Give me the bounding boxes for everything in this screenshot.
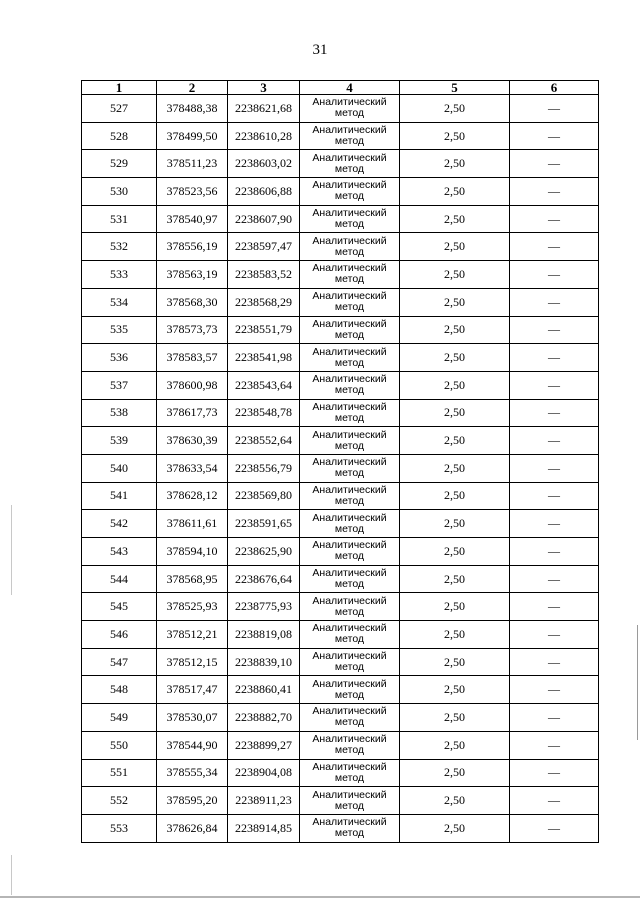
x-coordinate-cell: 378512,15 (157, 648, 228, 676)
method-line-2: метод (334, 273, 365, 286)
y-coordinate-cell: 2238610,28 (228, 122, 300, 150)
point-number-cell: 542 (82, 510, 157, 538)
method-cell (300, 454, 400, 482)
method-cell (300, 178, 400, 206)
y-coordinate-cell: 2238569,80 (228, 482, 300, 510)
method-cell (300, 399, 400, 427)
table-row (82, 454, 599, 482)
point-number-cell: 548 (82, 676, 157, 704)
table-row (82, 482, 599, 510)
method-line-2: метод (334, 827, 365, 840)
method-line-2: метод (334, 633, 365, 646)
note-cell (510, 787, 599, 815)
table-row (82, 593, 599, 621)
method-line-1: Аналитический (312, 511, 387, 524)
y-coordinate-cell: 2238911,23 (228, 787, 300, 815)
dash-mark: — (548, 156, 560, 171)
method-line-2: метод (334, 162, 365, 175)
header-row (82, 81, 599, 95)
method-line-1: Аналитический (312, 816, 387, 829)
dash-mark: — (548, 793, 560, 808)
method-line-1: Аналитический (312, 400, 387, 413)
table-row (82, 648, 599, 676)
y-coordinate-cell: 2238882,70 (228, 704, 300, 732)
method-line-2: метод (334, 245, 365, 258)
scan-right-edge-line (637, 625, 638, 740)
note-cell (510, 122, 599, 150)
point-number-cell: 543 (82, 538, 157, 566)
note-cell (510, 648, 599, 676)
dash-mark: — (548, 405, 560, 420)
precision-cell: 2,50 (400, 593, 510, 621)
x-coordinate-cell: 378511,23 (157, 150, 228, 178)
method-line-1: Аналитический (312, 705, 387, 718)
precision-cell: 2,50 (400, 95, 510, 123)
note-cell (510, 205, 599, 233)
precision-cell: 2,50 (400, 205, 510, 233)
note-cell (510, 482, 599, 510)
method-cell (300, 648, 400, 676)
x-coordinate-cell: 378630,39 (157, 427, 228, 455)
method-line-1: Аналитический (312, 373, 387, 386)
x-coordinate-cell: 378583,57 (157, 344, 228, 372)
table-row (82, 233, 599, 261)
table-row (82, 731, 599, 759)
note-cell (510, 233, 599, 261)
method-cell (300, 704, 400, 732)
precision-cell: 2,50 (400, 122, 510, 150)
precision-cell: 2,50 (400, 233, 510, 261)
y-coordinate-cell: 2238548,78 (228, 399, 300, 427)
point-number-cell: 547 (82, 648, 157, 676)
note-cell (510, 427, 599, 455)
point-number-cell: 528 (82, 122, 157, 150)
method-line-1: Аналитический (312, 760, 387, 773)
x-coordinate-cell: 378556,19 (157, 233, 228, 261)
method-line-2: метод (334, 744, 365, 757)
x-coordinate-cell: 378628,12 (157, 482, 228, 510)
x-coordinate-cell: 378568,30 (157, 288, 228, 316)
x-coordinate-cell: 378563,19 (157, 261, 228, 289)
y-coordinate-cell: 2238621,68 (228, 95, 300, 123)
scan-left-edge-line (11, 855, 12, 895)
precision-cell: 2,50 (400, 676, 510, 704)
precision-cell: 2,50 (400, 261, 510, 289)
precision-cell: 2,50 (400, 316, 510, 344)
note-cell (510, 344, 599, 372)
table-row (82, 565, 599, 593)
note-cell (510, 316, 599, 344)
dash-mark: — (548, 571, 560, 586)
method-line-2: метод (334, 716, 365, 729)
method-line-2: метод (334, 494, 365, 507)
point-number-cell: 544 (82, 565, 157, 593)
method-line-2: метод (334, 190, 365, 203)
method-cell (300, 814, 400, 842)
note-cell (510, 759, 599, 787)
dash-mark: — (548, 709, 560, 724)
dash-mark: — (548, 626, 560, 641)
dash-mark: — (548, 820, 560, 835)
point-number-cell: 536 (82, 344, 157, 372)
dash-mark: — (548, 682, 560, 697)
method-line-1: Аналитический (312, 428, 387, 441)
x-coordinate-cell: 378540,97 (157, 205, 228, 233)
method-cell (300, 371, 400, 399)
method-cell (300, 150, 400, 178)
y-coordinate-cell: 2238591,65 (228, 510, 300, 538)
precision-cell: 2,50 (400, 787, 510, 815)
note-cell (510, 95, 599, 123)
note-cell (510, 538, 599, 566)
x-coordinate-cell: 378517,47 (157, 676, 228, 704)
x-coordinate-cell: 378544,90 (157, 731, 228, 759)
precision-cell: 2,50 (400, 538, 510, 566)
note-cell (510, 565, 599, 593)
point-number-cell: 539 (82, 427, 157, 455)
point-number-cell: 546 (82, 621, 157, 649)
table-row (82, 95, 599, 123)
y-coordinate-cell: 2238568,29 (228, 288, 300, 316)
table-body (82, 95, 599, 843)
table-row (82, 787, 599, 815)
point-number-cell: 530 (82, 178, 157, 206)
y-coordinate-cell: 2238839,10 (228, 648, 300, 676)
method-cell (300, 676, 400, 704)
y-coordinate-cell: 2238676,64 (228, 565, 300, 593)
dash-mark: — (548, 211, 560, 226)
method-line-1: Аналитический (312, 345, 387, 358)
y-coordinate-cell: 2238860,41 (228, 676, 300, 704)
page-number: 31 (312, 42, 328, 58)
method-line-1: Аналитический (312, 317, 387, 330)
method-cell (300, 316, 400, 344)
table-row (82, 150, 599, 178)
method-line-2: метод (334, 135, 365, 148)
precision-cell: 2,50 (400, 150, 510, 178)
method-line-1: Аналитический (312, 539, 387, 552)
method-line-2: метод (334, 550, 365, 563)
method-cell (300, 122, 400, 150)
method-line-2: метод (334, 771, 365, 784)
note-cell (510, 621, 599, 649)
precision-cell: 2,50 (400, 288, 510, 316)
dash-mark: — (548, 765, 560, 780)
y-coordinate-cell: 2238904,08 (228, 759, 300, 787)
method-line-1: Аналитический (312, 622, 387, 635)
y-coordinate-cell: 2238625,90 (228, 538, 300, 566)
table-row (82, 122, 599, 150)
dash-mark: — (548, 377, 560, 392)
method-line-1: Аналитический (312, 788, 387, 801)
precision-cell: 2,50 (400, 454, 510, 482)
method-cell (300, 538, 400, 566)
table-row (82, 704, 599, 732)
method-line-1: Аналитический (312, 262, 387, 275)
y-coordinate-cell: 2238603,02 (228, 150, 300, 178)
method-line-1: Аналитический (312, 290, 387, 303)
x-coordinate-cell: 378512,21 (157, 621, 228, 649)
point-number-cell: 540 (82, 454, 157, 482)
y-coordinate-cell: 2238551,79 (228, 316, 300, 344)
dash-mark: — (548, 183, 560, 198)
point-number-cell: 538 (82, 399, 157, 427)
x-coordinate-cell: 378568,95 (157, 565, 228, 593)
note-cell (510, 288, 599, 316)
table-row (82, 538, 599, 566)
dash-mark: — (548, 128, 560, 143)
note-cell (510, 261, 599, 289)
method-cell (300, 787, 400, 815)
x-coordinate-cell: 378573,73 (157, 316, 228, 344)
method-line-1: Аналитический (312, 594, 387, 607)
point-number-cell: 527 (82, 95, 157, 123)
method-line-1: Аналитический (312, 677, 387, 690)
method-line-2: метод (334, 356, 365, 369)
dash-mark: — (548, 239, 560, 254)
y-coordinate-cell: 2238552,64 (228, 427, 300, 455)
method-line-2: метод (334, 799, 365, 812)
method-cell (300, 593, 400, 621)
table-row (82, 621, 599, 649)
table-row (82, 288, 599, 316)
table-row (82, 371, 599, 399)
x-coordinate-cell: 378525,93 (157, 593, 228, 621)
y-coordinate-cell: 2238775,93 (228, 593, 300, 621)
x-coordinate-cell: 378594,10 (157, 538, 228, 566)
x-coordinate-cell: 378611,61 (157, 510, 228, 538)
method-cell (300, 565, 400, 593)
method-line-2: метод (334, 467, 365, 480)
precision-cell: 2,50 (400, 344, 510, 372)
precision-cell: 2,50 (400, 178, 510, 206)
note-cell (510, 704, 599, 732)
table-row (82, 676, 599, 704)
method-line-2: метод (334, 439, 365, 452)
dash-mark: — (548, 294, 560, 309)
point-number-cell: 531 (82, 205, 157, 233)
method-cell (300, 205, 400, 233)
point-number-cell: 533 (82, 261, 157, 289)
method-line-1: Аналитический (312, 483, 387, 496)
table-row (82, 178, 599, 206)
note-cell (510, 676, 599, 704)
method-cell (300, 233, 400, 261)
dash-mark: — (548, 654, 560, 669)
y-coordinate-cell: 2238914,85 (228, 814, 300, 842)
method-line-1: Аналитический (312, 733, 387, 746)
method-line-1: Аналитический (312, 567, 387, 580)
table-row (82, 759, 599, 787)
y-coordinate-cell: 2238607,90 (228, 205, 300, 233)
method-line-2: метод (334, 384, 365, 397)
header-col-2: 2 (157, 81, 228, 95)
precision-cell: 2,50 (400, 510, 510, 538)
precision-cell: 2,50 (400, 621, 510, 649)
point-number-cell: 541 (82, 482, 157, 510)
method-cell (300, 759, 400, 787)
note-cell (510, 454, 599, 482)
point-number-cell: 550 (82, 731, 157, 759)
point-number-cell: 534 (82, 288, 157, 316)
header-col-3: 3 (228, 81, 300, 95)
method-line-2: метод (334, 688, 365, 701)
precision-cell: 2,50 (400, 648, 510, 676)
table-row (82, 205, 599, 233)
method-line-1: Аналитический (312, 96, 387, 109)
coordinates-table (81, 80, 599, 843)
point-number-cell: 535 (82, 316, 157, 344)
x-coordinate-cell: 378595,20 (157, 787, 228, 815)
table-row (82, 814, 599, 842)
table-row (82, 344, 599, 372)
precision-cell: 2,50 (400, 814, 510, 842)
method-line-1: Аналитический (312, 234, 387, 247)
method-cell (300, 95, 400, 123)
method-line-2: метод (334, 578, 365, 591)
y-coordinate-cell: 2238583,52 (228, 261, 300, 289)
dash-mark: — (548, 350, 560, 365)
method-line-1: Аналитический (312, 650, 387, 663)
precision-cell: 2,50 (400, 759, 510, 787)
point-number-cell: 553 (82, 814, 157, 842)
table-row (82, 261, 599, 289)
dash-mark: — (548, 433, 560, 448)
precision-cell: 2,50 (400, 704, 510, 732)
x-coordinate-cell: 378617,73 (157, 399, 228, 427)
dash-mark: — (548, 737, 560, 752)
method-cell (300, 427, 400, 455)
dash-mark: — (548, 322, 560, 337)
x-coordinate-cell: 378499,50 (157, 122, 228, 150)
method-line-1: Аналитический (312, 456, 387, 469)
dash-mark: — (548, 266, 560, 281)
header-col-4: 4 (300, 81, 400, 95)
note-cell (510, 150, 599, 178)
method-line-1: Аналитический (312, 179, 387, 192)
note-cell (510, 510, 599, 538)
method-cell (300, 731, 400, 759)
note-cell (510, 731, 599, 759)
method-cell (300, 288, 400, 316)
table-row (82, 427, 599, 455)
method-line-2: метод (334, 522, 365, 535)
method-cell (300, 344, 400, 372)
method-line-2: метод (334, 411, 365, 424)
header-col-6: 6 (510, 81, 599, 95)
point-number-cell: 537 (82, 371, 157, 399)
table-row (82, 316, 599, 344)
method-cell (300, 621, 400, 649)
precision-cell: 2,50 (400, 565, 510, 593)
point-number-cell: 529 (82, 150, 157, 178)
x-coordinate-cell: 378626,84 (157, 814, 228, 842)
method-cell (300, 261, 400, 289)
note-cell (510, 814, 599, 842)
scan-left-edge-line (11, 505, 12, 595)
y-coordinate-cell: 2238543,64 (228, 371, 300, 399)
method-line-2: метод (334, 301, 365, 314)
precision-cell: 2,50 (400, 371, 510, 399)
method-line-2: метод (334, 605, 365, 618)
dash-mark: — (548, 516, 560, 531)
dash-mark: — (548, 100, 560, 115)
x-coordinate-cell: 378488,38 (157, 95, 228, 123)
dash-mark: — (548, 460, 560, 475)
note-cell (510, 178, 599, 206)
method-line-2: метод (334, 661, 365, 674)
table-row (82, 510, 599, 538)
method-cell (300, 482, 400, 510)
x-coordinate-cell: 378530,07 (157, 704, 228, 732)
precision-cell: 2,50 (400, 427, 510, 455)
point-number-cell: 552 (82, 787, 157, 815)
precision-cell: 2,50 (400, 731, 510, 759)
method-line-2: метод (334, 218, 365, 231)
x-coordinate-cell: 378633,54 (157, 454, 228, 482)
point-number-cell: 532 (82, 233, 157, 261)
dash-mark: — (548, 543, 560, 558)
table-row (82, 399, 599, 427)
method-line-1: Аналитический (312, 151, 387, 164)
point-number-cell: 551 (82, 759, 157, 787)
x-coordinate-cell: 378523,56 (157, 178, 228, 206)
point-number-cell: 549 (82, 704, 157, 732)
x-coordinate-cell: 378555,34 (157, 759, 228, 787)
precision-cell: 2,50 (400, 399, 510, 427)
y-coordinate-cell: 2238819,08 (228, 621, 300, 649)
header-col-5: 5 (400, 81, 510, 95)
y-coordinate-cell: 2238899,27 (228, 731, 300, 759)
precision-cell: 2,50 (400, 482, 510, 510)
header-col-1: 1 (82, 81, 157, 95)
method-cell (300, 510, 400, 538)
note-cell (510, 399, 599, 427)
note-cell (510, 593, 599, 621)
method-line-2: метод (334, 107, 365, 120)
y-coordinate-cell: 2238556,79 (228, 454, 300, 482)
method-line-1: Аналитический (312, 207, 387, 220)
x-coordinate-cell: 378600,98 (157, 371, 228, 399)
note-cell (510, 371, 599, 399)
scan-bottom-edge-line (0, 896, 640, 898)
dash-mark: — (548, 599, 560, 614)
y-coordinate-cell: 2238597,47 (228, 233, 300, 261)
y-coordinate-cell: 2238606,88 (228, 178, 300, 206)
dash-mark: — (548, 488, 560, 503)
method-line-1: Аналитический (312, 124, 387, 137)
table-header (82, 81, 599, 95)
y-coordinate-cell: 2238541,98 (228, 344, 300, 372)
point-number-cell: 545 (82, 593, 157, 621)
method-line-2: метод (334, 328, 365, 341)
